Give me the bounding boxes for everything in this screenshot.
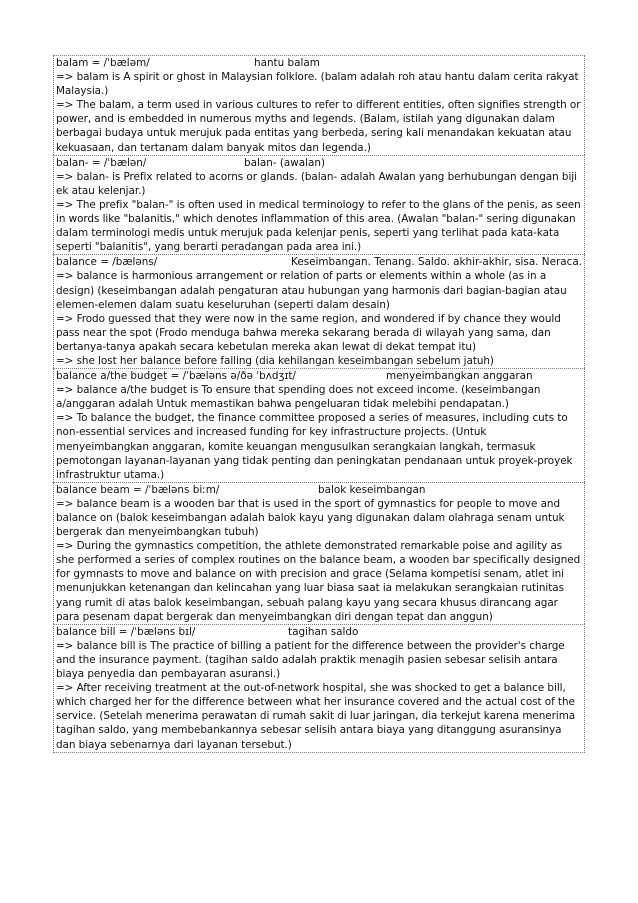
- example: => The prefix "balan-" is often used in medical terminology to refer to the glans of the penis, as seen in words like "balanitis," which denotes inflammation of this area. (Awalan "balan-" sering digunakan dalam terminologi medis untuk merujuk pada kelenjar penis, seperti yang terlihat pada kata-kata seperti "balanitis", yang berarti peradangan pada area ini.): [56, 198, 581, 254]
- entry-balance-a-the-budget: [53, 368, 585, 482]
- example: => Frodo guessed that they were now in the same region, and wondered if by chance they would pass near the spot (Frodo menduga bahwa mereka sekarang berada di wilayah yang sama, dan bertanya-tanya apakah secara kebetulan mereka akan lewat di dekat tempat itu): [56, 312, 561, 353]
- translation: balan- (awalan): [244, 156, 326, 169]
- entry-header: [56, 156, 582, 170]
- headword: balan- = /ˈbælən/: [56, 156, 147, 169]
- entry-header: [56, 255, 582, 269]
- entry-balance: [53, 254, 585, 368]
- headword: balance bill = /ˈbæləns bɪl/: [56, 625, 196, 638]
- headword: balance a/the budget = /ˈbæləns ə/ðə ˈbʌdʒɪt/: [56, 370, 296, 383]
- definition: => balance bill is The practice of billing a patient for the difference between the provider's charge and the insurance payment. (tagihan saldo adalah praktik menagih pasien sebesar selisih antara biaya penyedia dan pembayaran asuransi.): [56, 639, 565, 681]
- definition: => balance a/the budget is To ensure that spending does not exceed income. (keseimbangan a/anggaran adalah Untuk memastikan bahwa pengeluaran tidak melebihi pendapatan.): [56, 384, 541, 411]
- entry-header: [56, 56, 582, 70]
- translation: balok keseimbangan: [318, 483, 426, 496]
- translation: Keseimbangan. Tenang. Saldo. akhir-akhir, sisa. Neraca.: [291, 256, 582, 269]
- entry-balan: [53, 155, 585, 255]
- entry-balance-beam: [53, 482, 585, 624]
- headword: balam = /ˈbæləm/: [56, 57, 150, 69]
- entry-header: [56, 369, 582, 383]
- translation: menyeimbangkan anggaran: [386, 370, 533, 383]
- definition: => balan- is Prefix related to acorns or glands. (balan- adalah Awalan yang berhubungan dengan biji ek atau kelenjar.): [56, 170, 577, 197]
- example: => After receiving treatment at the out-of-network hospital, she was shocked to get a balance bill, which charged her for the difference between what her insurance covered and the actual cost of the service. (Setelah menerima perawatan di rumah sakit di luar jaringan, dia terkejut karena menerima tagihan saldo, yang membebankannya sebesar selisih antara biaya yang ditanggung asuransinya dan biaya sebenarnya dari layanan tersebut.): [56, 682, 576, 751]
- definition: => balam is A spirit or ghost in Malaysian folklore. (balam adalah roh atau hantu dalam cerita rakyat Malaysia.): [56, 71, 579, 98]
- example: => she lost her balance before falling (dia kehilangan keseimbangan sebelum jatuh): [56, 354, 494, 367]
- entry-balance-bill: [53, 624, 585, 753]
- definition: => balance beam is a wooden bar that is used in the sport of gymnastics for people to move and balance on (balok keseimbangan adalah balok kayu yang digunakan dalam olahraga senam untuk bergerak dan menyeimbangkan tubuh): [56, 497, 565, 539]
- dictionary-entries: [53, 55, 585, 753]
- headword: balance = /bæləns/: [56, 256, 158, 269]
- entry-header: [56, 483, 582, 497]
- translation: tagihan saldo: [288, 625, 359, 638]
- translation: hantu balam: [254, 57, 320, 69]
- example: => The balam, a term used in various cultures to refer to different entities, often signifies strength or power, and is embedded in numerous myths and legends. (Balam, istilah yang digunakan dalam berbagai budaya untuk merujuk pada entitas yang berbeda, sering kali menandakan kekuatan atau kekuasaan, dan tertanam dalam banyak mitos dan legenda.): [56, 99, 581, 154]
- headword: balance beam = /ˈbæləns biːm/: [56, 483, 220, 496]
- example: => To balance the budget, the finance committee proposed a series of measures, including cuts to non-essential services and increased funding for key infrastructure projects. (Untuk menyeimbangkan anggaran, komite keuangan mengusulkan serangkaian langkah, termasuk pemotongan layanan-layanan yang tidak penting dan peningkatan pendanaan untuk proyek-proyek infrastruktur utama.): [56, 412, 573, 481]
- definition: => balance is harmonious arrangement or relation of parts or elements within a whole (as in a design) (keseimbangan adalah pengaturan atau hubungan yang harmonis dari bagian-bagian atau elemen-elemen dalam suatu keseluruhan (seperti dalam desain): [56, 270, 567, 311]
- entry-balam: [53, 55, 585, 155]
- example: => During the gymnastics competition, the athlete demonstrated remarkable poise and agility as she performed a series of complex routines on the balance beam, a wooden bar specifically designed for gymnasts to move and balance on with precision and grace (Selama kompetisi senam, atlet ini menunjukkan ketenangan dan kelincahan yang luar biasa saat ia melakukan serangkaian rutinitas yang rumit di atas balok keseimbangan, sebuah palang kayu yang secara khusus dirancang agar para pesenam dapat bergerak dan menyeimbangkan diri dengan tepat dan anggun): [56, 540, 581, 623]
- entry-header: [56, 625, 582, 639]
